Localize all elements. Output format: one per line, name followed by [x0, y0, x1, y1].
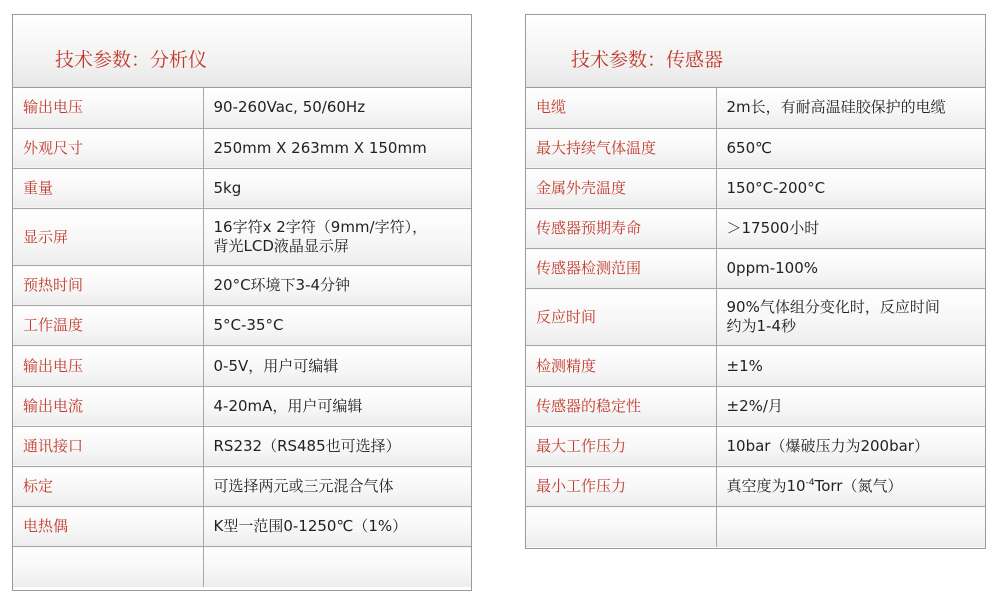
table-row [13, 88, 471, 128]
spec-value: 5kg [203, 168, 471, 208]
spec-value: 0-5V，用户可编辑 [203, 346, 471, 386]
spec-label: 输出电压 [13, 88, 203, 128]
spec-value-line: 90%气体组分变化时，反应时间 [726, 298, 940, 317]
spec-label [13, 547, 203, 587]
table-row [526, 88, 985, 128]
spec-value-line: 背光LCD液晶显示屏 [213, 237, 349, 256]
spec-value [716, 289, 985, 346]
spec-label: 电缆 [526, 88, 716, 128]
analyzer-spec-table [13, 88, 471, 587]
spec-label: 输出电流 [13, 386, 203, 426]
table-row-empty [13, 547, 471, 587]
table-row [13, 209, 471, 266]
spec-label: 最大工作压力 [526, 426, 716, 466]
table-row [13, 266, 471, 306]
spec-value: 4-20mA，用户可编辑 [203, 386, 471, 426]
spec-label: 检测精度 [526, 346, 716, 386]
spec-label: 输出电压 [13, 346, 203, 386]
table-row [526, 168, 985, 208]
spec-label: 传感器的稳定性 [526, 386, 716, 426]
table-row [13, 128, 471, 168]
table-row [13, 346, 471, 386]
table-row [526, 386, 985, 426]
spec-label: 传感器检测范围 [526, 249, 716, 289]
spec-value: RS232（RS485也可选择） [203, 426, 471, 466]
spec-label: 标定 [13, 467, 203, 507]
spec-value-text: Torr（氮气） [814, 477, 903, 496]
spec-value [716, 507, 985, 547]
spec-value: 650℃ [716, 128, 985, 168]
spec-value: 2m长，有耐高温硅胶保护的电缆 [716, 88, 985, 128]
spec-value: ±1% [716, 346, 985, 386]
table-row-empty [526, 507, 985, 547]
table-row [13, 507, 471, 547]
spec-label: 工作温度 [13, 306, 203, 346]
spec-value [203, 209, 471, 266]
table-row [526, 249, 985, 289]
spec-label: 预热时间 [13, 266, 203, 306]
spec-value-line: 约为1-4秒 [726, 317, 796, 336]
spec-label: 重量 [13, 168, 203, 208]
table-row [526, 426, 985, 466]
analyzer-spec-panel [12, 14, 472, 591]
spec-value: 10bar（爆破压力为200bar） [716, 426, 985, 466]
spec-value: 20°C环境下3-4分钟 [203, 266, 471, 306]
table-row [13, 386, 471, 426]
spec-value: K型一范围0-1250℃（1%） [203, 507, 471, 547]
spec-label [526, 507, 716, 547]
spec-label: 反应时间 [526, 289, 716, 346]
spec-value: 150°C-200°C [716, 168, 985, 208]
table-row [526, 128, 985, 168]
spec-value: 5°C-35°C [203, 306, 471, 346]
table-row [13, 306, 471, 346]
spec-value: 可选择两元或三元混合气体 [203, 467, 471, 507]
spec-label: 显示屏 [13, 209, 203, 266]
spec-value: ±2%/月 [716, 386, 985, 426]
spec-label: 金属外壳温度 [526, 168, 716, 208]
panel-title: 技术参数：分析仪 [13, 15, 471, 88]
spec-value-line: 16字符x 2字符（9mm/字符）， [213, 218, 428, 237]
spec-label: 外观尺寸 [13, 128, 203, 168]
spec-value-text: 真空度为10 [726, 477, 806, 496]
spec-label: 最大持续气体温度 [526, 128, 716, 168]
table-row [13, 467, 471, 507]
spec-value: ＞17500小时 [716, 209, 985, 249]
table-row [526, 467, 985, 507]
spec-value: 250mm X 263mm X 150mm [203, 128, 471, 168]
spec-label: 电热偶 [13, 507, 203, 547]
sensor-spec-table [526, 88, 985, 547]
table-row [13, 168, 471, 208]
spec-label: 传感器预期寿命 [526, 209, 716, 249]
spec-label: 通讯接口 [13, 426, 203, 466]
spec-value [716, 467, 985, 507]
spec-value: 0ppm-100% [716, 249, 985, 289]
table-row [526, 289, 985, 346]
spec-label: 最小工作压力 [526, 467, 716, 507]
table-row [13, 426, 471, 466]
table-row [526, 346, 985, 386]
table-row [526, 209, 985, 249]
spec-value [203, 547, 471, 587]
exponent: -4 [805, 478, 815, 489]
panel-title: 技术参数：传感器 [526, 15, 985, 88]
sensor-spec-panel [525, 14, 986, 549]
spec-value: 90-260Vac, 50/60Hz [203, 88, 471, 128]
